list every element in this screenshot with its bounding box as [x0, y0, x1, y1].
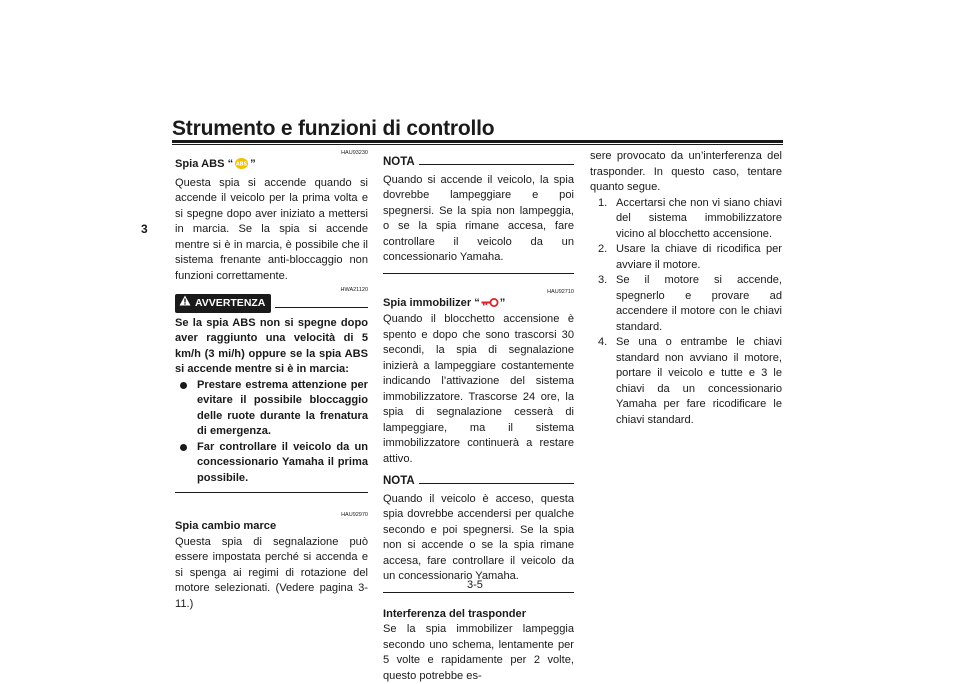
warning-bullet-item	[175, 378, 368, 440]
warning-intro: Se la spia ABS non si spegne dopo aver raggiunto una velocità di 5 km/h (3 mi/h) oppure se la spia ABS si accende mentre si è in marcia:	[175, 316, 368, 375]
abs-heading-text: Spia ABS “	[175, 158, 234, 170]
warning-label-box	[175, 294, 271, 313]
immobilizer-key-icon	[481, 297, 499, 313]
abs-heading-close: ”	[250, 158, 256, 170]
gear-shift-body: Questa spia di segnalazione può essere impostata perché si accenda e si spenga ai regimi di rotazione del motore selezionati. (Vedere pagina 3-11.)	[175, 535, 368, 610]
warning-bullets	[175, 378, 368, 487]
warning-header-rule	[275, 307, 368, 308]
abs-heading	[175, 157, 368, 176]
warning-header	[175, 294, 368, 313]
bullet-icon	[180, 444, 187, 451]
section-code: HAU93230	[341, 150, 368, 156]
note-header-rule	[419, 483, 574, 484]
warning-bullet-item	[175, 440, 368, 487]
transponder-heading: Interferenza del trasponder	[383, 607, 527, 620]
abs-warning-light-icon	[234, 157, 249, 176]
section-code: HAU92710	[547, 288, 574, 295]
procedure-steps	[590, 196, 782, 429]
column-2	[383, 155, 574, 684]
procedure-step	[590, 335, 782, 428]
immobilizer-heading-close: ”	[499, 296, 506, 309]
step-text: Usare la chiave di ricodifica per avviare il motore.	[616, 243, 782, 271]
step-number: 3.	[598, 274, 608, 286]
note-body: Quando si accende il veicolo, la spia dovrebbe lampeggiare e poi spegnersi. Se la spia non lampeggia, o se la spia rimane accesa, fare controllare il veicolo da un concessionario Yamaha.	[383, 173, 574, 263]
procedure-step	[590, 196, 782, 243]
note-body: Quando il veicolo è acceso, questa spia dovrebbe accendersi per qualche secondo e poi spegnersi. Se la spia non si accende o se la spia rimane accesa, fare controllare il veicolo da un concessionario Yamaha.	[383, 492, 574, 582]
step-number: 4.	[598, 336, 608, 348]
warning-end-rule	[175, 492, 368, 493]
transponder-body-continued: sere provocato da un’interferenza del trasponder. In questo caso, tentare quanto segue.	[590, 150, 782, 193]
warning-label: AVVERTENZA	[195, 296, 266, 309]
section-code: HAU92970	[341, 512, 368, 518]
note-end-rule	[383, 592, 574, 593]
transponder-body: Se la spia immobilizer lampeggia secondo uno schema, lentamente per 5 volte e rapidamente per 2 volte, questo potrebbe es-	[383, 623, 574, 682]
page-number: 3-5	[467, 579, 483, 591]
immobilizer-body: Quando il blocchetto accensione è spento e dopo che sono trascorsi 30 secondi, la spia di segnalazione inizierà a lampeggiare costantemente indicando l’attivazione del sistema immobilizzatore. Trascorse 24 ore, la spia di segnalazione cesserà di lampeggiare, ma il sistema immobilizzatore continuerà a restare attivo.	[383, 313, 574, 465]
step-text: Se il motore si accende, spegnerlo e provare ad accendere il motore con le chiavi standard.	[616, 274, 782, 333]
warning-bullet-text: Prestare estrema attenzione per evitare il possibile bloccaggio delle ruote durante la frenatura di emergenza.	[197, 378, 368, 437]
note-header	[383, 155, 574, 171]
svg-text:ABS: ABS	[236, 161, 248, 168]
header-rule-thin	[172, 144, 783, 145]
procedure-step	[590, 242, 782, 273]
note-label: NOTA	[383, 475, 415, 487]
note-end-rule	[383, 273, 574, 274]
warning-bullet-text: Far controllare il veicolo da un concessionario Yamaha il prima possibile.	[197, 440, 368, 484]
abs-body: Questa spia si accende quando si accende il veicolo per la prima volta e si spegne dopo aver iniziato a mettersi in marcia. Se la spia si accende mentre si è in marcia, è possibile che il sistema frenante anti-bloccaggio non funzioni correttamente.	[175, 176, 368, 282]
step-text: Se una o entrambe le chiavi standard non avviano il motore, portare il veicolo e tutte e 3 le chiavi da un concessionario Yamaha per fare ricodificare le chiavi standard.	[616, 336, 782, 426]
step-number: 2.	[598, 243, 608, 255]
page-header-title: Strumento e funzioni di controllo	[172, 117, 495, 140]
gear-shift-heading: Spia cambio marce	[175, 520, 277, 532]
warning-code: HWA21120	[340, 287, 368, 293]
note-header	[383, 474, 574, 490]
warning-triangle-icon	[179, 295, 191, 312]
step-number: 1.	[598, 196, 608, 209]
column-3	[590, 149, 782, 428]
immobilizer-heading-text: Spia immobilizer “	[383, 296, 480, 309]
bullet-icon	[180, 382, 187, 389]
procedure-step	[590, 273, 782, 335]
step-text: Accertarsi che non vi siano chiavi del sistema immobilizzatore vicino al blocchetto accensione.	[616, 196, 782, 240]
note-label: NOTA	[383, 156, 415, 168]
immobilizer-heading	[383, 296, 574, 313]
column-1	[175, 149, 368, 612]
header-rule	[172, 140, 783, 143]
chapter-number: 3	[141, 222, 148, 236]
note-header-rule	[419, 164, 574, 165]
